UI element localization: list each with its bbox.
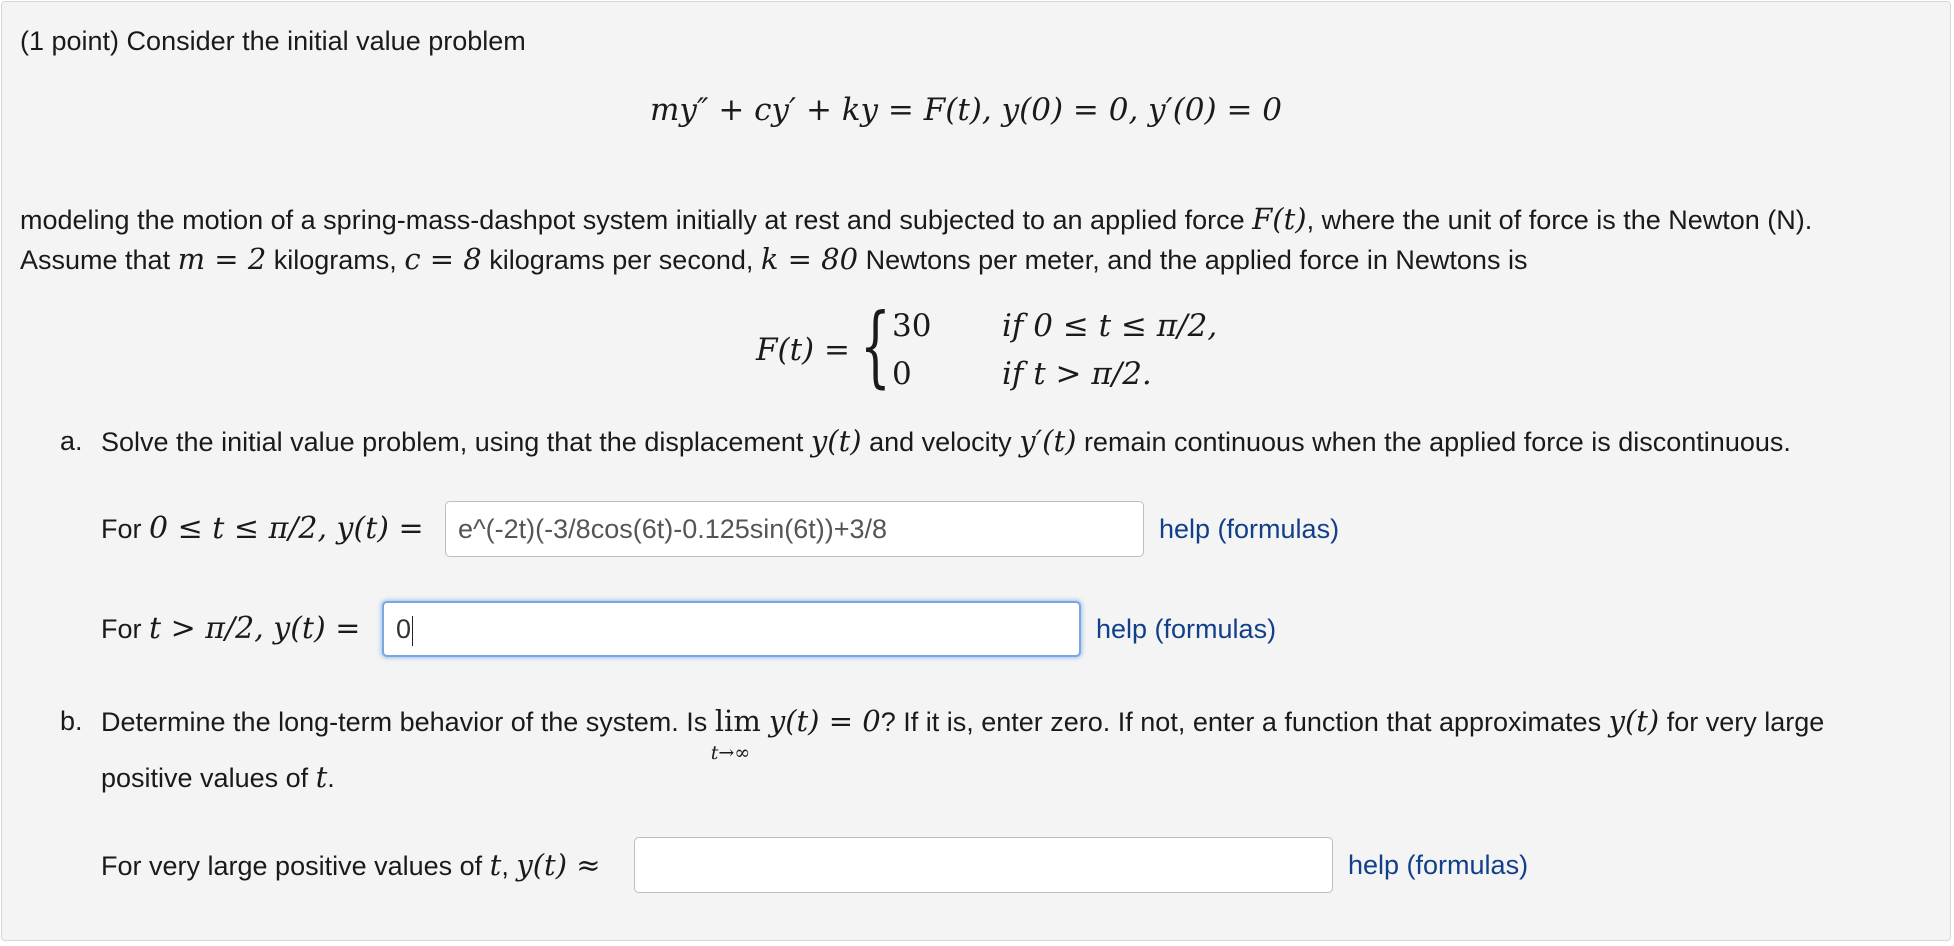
row3-for: For very large positive values of: [101, 851, 490, 881]
part-b-line2-a: positive values of: [101, 763, 316, 793]
part-a-question: [101, 424, 1791, 459]
part-b-marker: b.: [60, 706, 83, 736]
row3-y-approx: y(t) ≈: [516, 848, 601, 882]
case1-condition: if 0 ≤ t ≤ π/2,: [1002, 308, 1218, 344]
answer-input-1-value: e^(-2t)(-3/8cos(6t)-0.125sin(6t))+3/8: [458, 514, 888, 544]
para2-t3: kilograms per second,: [481, 245, 761, 275]
text-caret: [412, 616, 413, 646]
help-formulas-link-3[interactable]: help (formulas): [1348, 850, 1529, 880]
para1-text-a: modeling the motion of a spring-mass-dashpot system initially at rest and subjected to an applied force: [20, 205, 1253, 235]
part-b-t2: ? If it is, enter zero. If not, enter a function that approximates: [880, 707, 1609, 737]
damping-math: c = 8: [404, 242, 482, 276]
mass-math: m = 2: [177, 242, 267, 276]
part-a-t3: remain continuous when the applied force is discontinuous.: [1076, 427, 1791, 457]
part-b-t3: for very large: [1659, 707, 1825, 737]
answer-input-2-value: 0: [396, 614, 412, 644]
part-a-marker: a.: [60, 426, 83, 456]
part-b-question-line-1: [101, 704, 1825, 764]
answer-row-2-label: [101, 612, 360, 646]
row1-for: For: [101, 514, 150, 544]
spring-math: k = 80: [760, 242, 859, 276]
help-formulas-link-1[interactable]: help (formulas): [1159, 514, 1340, 544]
para2-t2: kilograms,: [266, 245, 405, 275]
left-brace: {: [860, 294, 891, 397]
para1-force-math: F(t): [1252, 202, 1307, 236]
answer-row-1-label: [101, 512, 424, 546]
part-b-question-line-2: [101, 760, 335, 795]
answer-input-2[interactable]: [382, 601, 1081, 657]
part-a-t1: Solve the initial value problem, using that the displacement: [101, 427, 811, 457]
piecewise-lhs: F(t) =: [756, 332, 850, 368]
problem-panel: [1, 1, 1951, 941]
problem-intro: (1 point) Consider the initial value problem: [20, 26, 526, 56]
para2-t1: Assume that: [20, 245, 178, 275]
paragraph-line-2: [20, 242, 1527, 277]
help-formulas-link-2[interactable]: help (formulas): [1096, 614, 1277, 644]
para1-text-b: , where the unit of force is the Newton (N).: [1306, 205, 1813, 235]
part-b-limit-math: y(t) = 0: [768, 704, 881, 738]
answer-input-1[interactable]: [445, 501, 1144, 557]
case2-condition: if t > π/2.: [1002, 356, 1152, 392]
part-b-y-math: y(t): [1608, 704, 1660, 738]
answer-input-3[interactable]: [634, 837, 1333, 893]
limit-word: lim: [714, 704, 761, 738]
display-equation: my″ + cy′ + ky = F(t), y(0) = 0, y′(0) = 0: [650, 92, 1283, 128]
row3-comma: ,: [501, 851, 517, 881]
part-b-t1: Determine the long-term behavior of the system. Is: [101, 707, 715, 737]
answer-row-3-label: [101, 848, 601, 883]
part-b-line2-b: .: [327, 763, 335, 793]
para2-t4: Newtons per meter, and the applied force in Newtons is: [858, 245, 1528, 275]
row2-condition-math: t > π/2, y(t) =: [149, 611, 361, 646]
part-a-t2: and velocity: [861, 427, 1020, 457]
limit-subscript: t→∞: [710, 742, 751, 764]
row1-condition-math: 0 ≤ t ≤ π/2, y(t) =: [149, 511, 424, 546]
part-a-displacement: y(t): [810, 424, 862, 458]
part-a-velocity: y′(t): [1019, 424, 1077, 458]
row3-t: t: [489, 848, 502, 882]
part-b-line2-t: t: [315, 760, 328, 794]
limit-expression: [710, 704, 761, 764]
case1-value: 30: [892, 308, 932, 344]
row2-for: For: [101, 614, 150, 644]
case2-value: 0: [892, 356, 912, 392]
paragraph-line-1: [20, 202, 1812, 237]
